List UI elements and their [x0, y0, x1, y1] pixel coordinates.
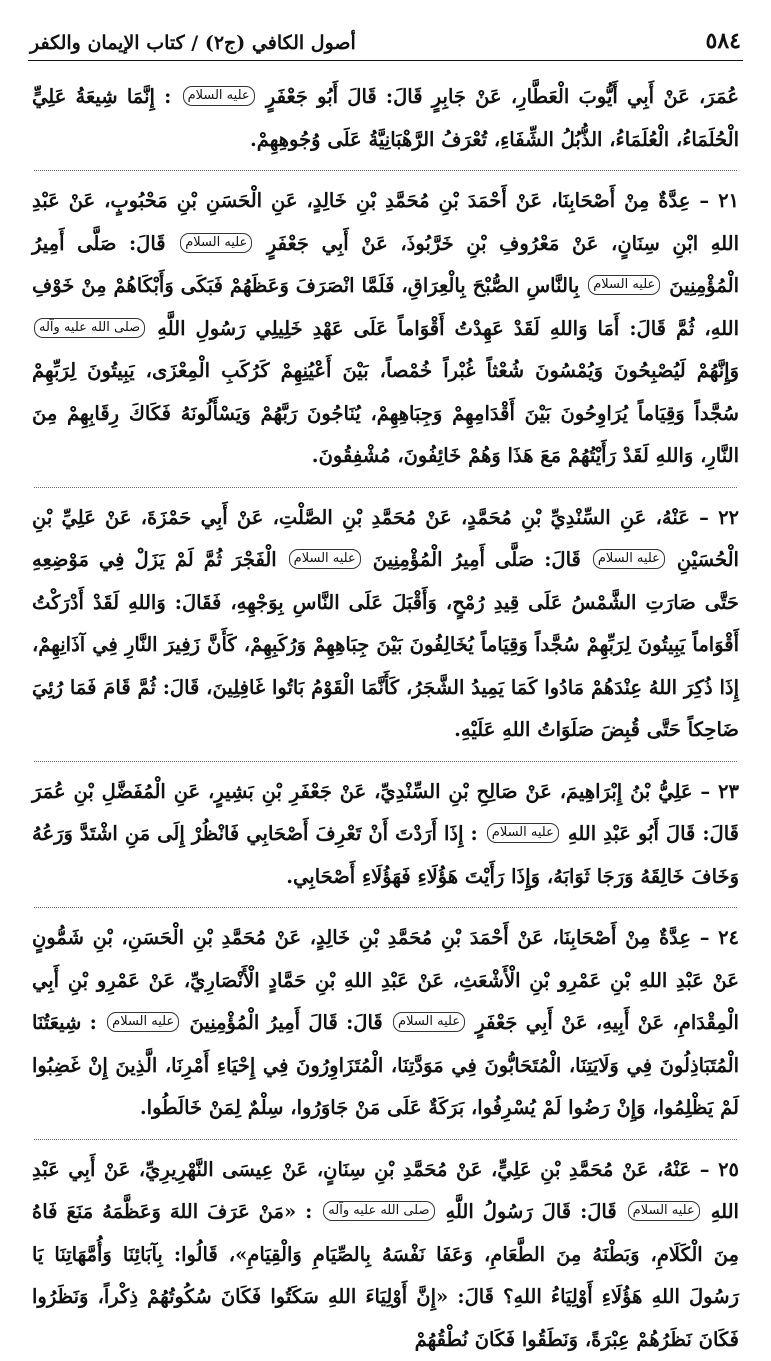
hadith-22	[32, 497, 739, 752]
honorific-mark: عليه السلام	[180, 233, 252, 253]
hadith-number: ٢٥ –	[700, 1158, 739, 1181]
text-segment: قَالَ: صَلَّى أَمِيرُ الْمُؤْمِنِينَ	[373, 548, 581, 571]
text-segment: قَالَ: صَلَّى أَمِيرُ الْمُؤْمِنِينَ	[32, 232, 739, 298]
honorific-mark: عليه السلام	[393, 1012, 465, 1032]
hadith-21	[32, 180, 739, 478]
text-segment: عِدَّةٌ مِنْ أَصْحَابِنَا، عَنْ أَحْمَدَ بْنِ مُحَمَّدِ بْنِ خَالِدٍ، عَنْ مُحَمَّدِ بْنِ الْحَسَنِ، بْنِ شَمُّونٍ عَنْ عَبْدِ اللهِ بْنِ عَمْرِو بْنِ الْأَشْعَثِ، عَنْ عَبْدِ اللهِ بْنِ حَمَّادٍ الْأَنْصَارِيِّ، عَنْ عَمْرِو بْنِ أَبِي الْمِقْدَامِ، عَنْ أَبِيهِ، عَنْ أَبِي جَعْفَرٍ	[32, 926, 739, 1034]
honorific-mark: عليه السلام	[588, 275, 660, 295]
honorific-mark: عليه السلام	[593, 549, 665, 569]
text-segment: عَنْهُ، عَنِ السِّنْدِيِّ بْنِ مُحَمَّدٍ، عَنْ مُحَمَّدِ بْنِ الصَّلْتِ، عَنْ أَبِي حَمْزَةَ، عَنْ عَلِيِّ بْنِ الْحُسَيْنِ	[32, 506, 739, 572]
text-segment: عُمَرَ، عَنْ أَبِي أَيُّوبَ الْعَطَّارِ، عَنْ جَابِرٍ قَالَ: قَالَ أَبُو جَعْفَرٍ	[266, 85, 739, 108]
hadith-24	[32, 917, 739, 1130]
honorific-mark: عليه السلام	[289, 549, 361, 569]
honorific-mark: عليه السلام	[183, 86, 255, 106]
honorific-mark: عليه السلام	[487, 823, 559, 843]
text-segment: وَإِنَّهُمْ لَيُصْبِحُونَ وَيُمْسُونَ شُعْثاً غُبْراً خُمْصاً، بَيْنَ أَعْيُنِهِمْ كَرُكَبِ الْمِعْزَى، يَبِيتُونَ لِرَبِّهِمْ سُجَّداً وَقِيَاماً يُرَاوِحُونَ بَيْنَ أَقْدَامِهِمْ وَجِبَاهِهِمْ، يُنَاجُونَ رَبَّهُمْ وَيَسْأَلُونَهُ فَكَاكَ رِقَابِهِمْ مِنَ النَّارِ، وَاللهِ لَقَدْ رَأَيْتُهُمْ مَعَ هَذَا وَهُمْ خَائِفُونَ، مُشْفِقُونَ.	[32, 359, 739, 467]
hadith-25	[32, 1149, 739, 1361]
page-number: ٥٨٤	[706, 28, 741, 54]
hadith-number: ٢٤ –	[700, 926, 739, 949]
section-divider	[34, 1139, 737, 1140]
text-segment: قَالَ: قَالَ أَمِيرُ الْمُؤْمِنِينَ	[190, 1011, 383, 1034]
honorific-mark: صلى الله عليه وآله	[34, 318, 145, 338]
hadith-number: ٢٣ –	[700, 780, 739, 803]
text-segment: بِالنَّاسِ الصُّبْحَ بِالْعِرَاقِ، فَلَمَّا انْصَرَفَ وَعَظَهُمْ فَبَكَى وَأَبْكَاهُمْ مِنْ خَوْفِ اللهِ، ثُمَّ قَالَ: أَمَا وَاللهِ لَقَدْ عَهِدْتُ أَقْوَاماً عَلَى عَهْدِ خَلِيلِي رَسُولِ اللَّهِ	[32, 274, 739, 340]
honorific-mark: صلى الله عليه وآله	[323, 1201, 434, 1221]
section-divider	[34, 170, 737, 171]
section-divider	[34, 487, 737, 488]
honorific-mark: عليه السلام	[107, 1012, 179, 1032]
running-title: أصول الكافي (ج٢) / كتاب الإيمان والكفر	[30, 32, 356, 54]
text-segment: الْفَجْرَ ثُمَّ لَمْ يَزَلْ فِي مَوْضِعِهِ حَتَّى صَارَتِ الشَّمْسُ عَلَى قِيدِ رُمْحٍ، وَأَقْبَلَ عَلَى النَّاسِ بِوَجْهِهِ، فَقَالَ: وَاللهِ لَقَدْ أَدْرَكْتُ أَقْوَاماً يَبِيتُونَ لِرَبِّهِمْ سُجَّداً وَقِيَاماً يُخَالِفُونَ بَيْنَ جِبَاهِهِمْ وَرُكَبِهِمْ، كَأَنَّ زَفِيرَ النَّارِ فِي آذَانِهِمْ، إِذَا ذُكِرَ اللهُ عِنْدَهُمْ مَادُوا كَمَا يَمِيدُ الشَّجَرُ، كَأَنَّمَا الْقَوْمُ بَاتُوا غَافِلِينَ، قَالَ: ثُمَّ قَامَ فَمَا رُئِيَ ضَاحِكاً حَتَّى قُبِضَ صَلَوَاتُ اللهِ عَلَيْهِ.	[32, 548, 739, 741]
text-segment: عِدَّةٌ مِنْ أَصْحَابِنَا، عَنْ أَحْمَدَ بْنِ مُحَمَّدِ بْنِ خَالِدٍ، عَنِ الْحَسَنِ بْنِ مَحْبُوبٍ، عَنْ عَبْدِ اللهِ ابْنِ سِنَانٍ، عَنْ مَعْرُوفِ بْنِ خَرَّبُوذَ، عَنْ أَبِي جَعْفَرٍ	[32, 189, 739, 255]
honorific-mark: عليه السلام	[628, 1201, 700, 1221]
page-body	[32, 76, 739, 1110]
text-segment: : «مَنْ عَرَفَ اللهَ وَعَظَّمَهُ مَنَعَ فَاهُ مِنَ الْكَلَامِ، وَبَطْنَهُ مِنَ الطَّعَامِ، وَعَفَا نَفْسَهُ بِالصِّيَامِ وَالْقِيَامِ»، قَالُوا: بِآبَائِنَا وَأُمَّهَاتِنَا يَا رَسُولَ اللهِ هَؤُلَاءِ أَوْلِيَاءُ اللهِ؟ قَالَ: «إِنَّ أَوْلِيَاءَ اللهِ سَكَتُوا فَكَانَ سُكُوتُهُمْ ذِكْراً، وَنَظَرُوا فَكَانَ نَظَرُهُمْ عِبْرَةً، وَنَطَقُوا فَكَانَ نُطْقُهُمْ	[32, 1200, 739, 1351]
section-divider	[34, 761, 737, 762]
hadith-23	[32, 771, 739, 899]
text-segment: : إِنَّمَا شِيعَةُ عَلِيٍّ الْحُلَمَاءُ، الْعُلَمَاءُ، الذُّبُلُ الشِّفَاءِ، تُعْرَفُ الرَّهْبَانِيَّةُ عَلَى وُجُوهِهِمْ.	[32, 85, 739, 151]
hadith-number: ٢١ –	[699, 189, 739, 212]
text-segment: قَالَ: قَالَ رَسُولُ اللَّهِ	[445, 1200, 616, 1223]
page-header	[30, 14, 741, 54]
text-segment: عَنْهُ، عَنْ مُحَمَّدِ بْنِ عَلِيٍّ، عَنْ مُحَمَّدِ بْنِ سِنَانٍ، عَنْ عِيسَى النَّهْرِيرِيِّ، عَنْ أَبِي عَبْدِ اللهِ	[32, 1158, 739, 1224]
text-segment: : شِيعَتُنَا الْمُتَبَاذِلُونَ فِي وَلَايَتِنَا، الْمُتَحَابُّونَ فِي مَوَدَّتِنَا، الْمُتَزَاوِرُونَ فِي إِحْيَاءِ أَمْرِنَا، الَّذِينَ إِنْ غَضِبُوا لَمْ يَظْلِمُوا، وَإِنْ رَضُوا لَمْ يُسْرِفُوا، بَرَكَةٌ عَلَى مَنْ جَاوَرُوا، سِلْمٌ لِمَنْ خَالَطُوا.	[32, 1011, 739, 1119]
paragraph-continuation	[32, 76, 739, 161]
section-divider	[34, 907, 737, 908]
text-segment: عَلِيُّ بْنُ إِبْرَاهِيمَ، عَنْ صَالِحِ بْنِ السِّنْدِيِّ، عَنْ جَعْفَرِ بْنِ بَشِيرٍ، عَنِ الْمُفَضَّلِ بْنِ عُمَرَ قَالَ: قَالَ أَبُو عَبْدِ اللهِ	[32, 780, 739, 846]
text-segment: : إِذَا أَرَدْتَ أَنْ تَعْرِفَ أَصْحَابِي فَانْظُرْ إِلَى مَنِ اشْتَدَّ وَرَعُهُ وَخَافَ خَالِقَهُ وَرَجَا ثَوَابَهُ، وَإِذَا رَأَيْتَ هَؤُلَاءِ فَهَؤُلَاءِ أَصْحَابِي.	[32, 822, 739, 888]
hadith-number: ٢٢ –	[699, 506, 739, 529]
header-divider	[28, 60, 743, 61]
